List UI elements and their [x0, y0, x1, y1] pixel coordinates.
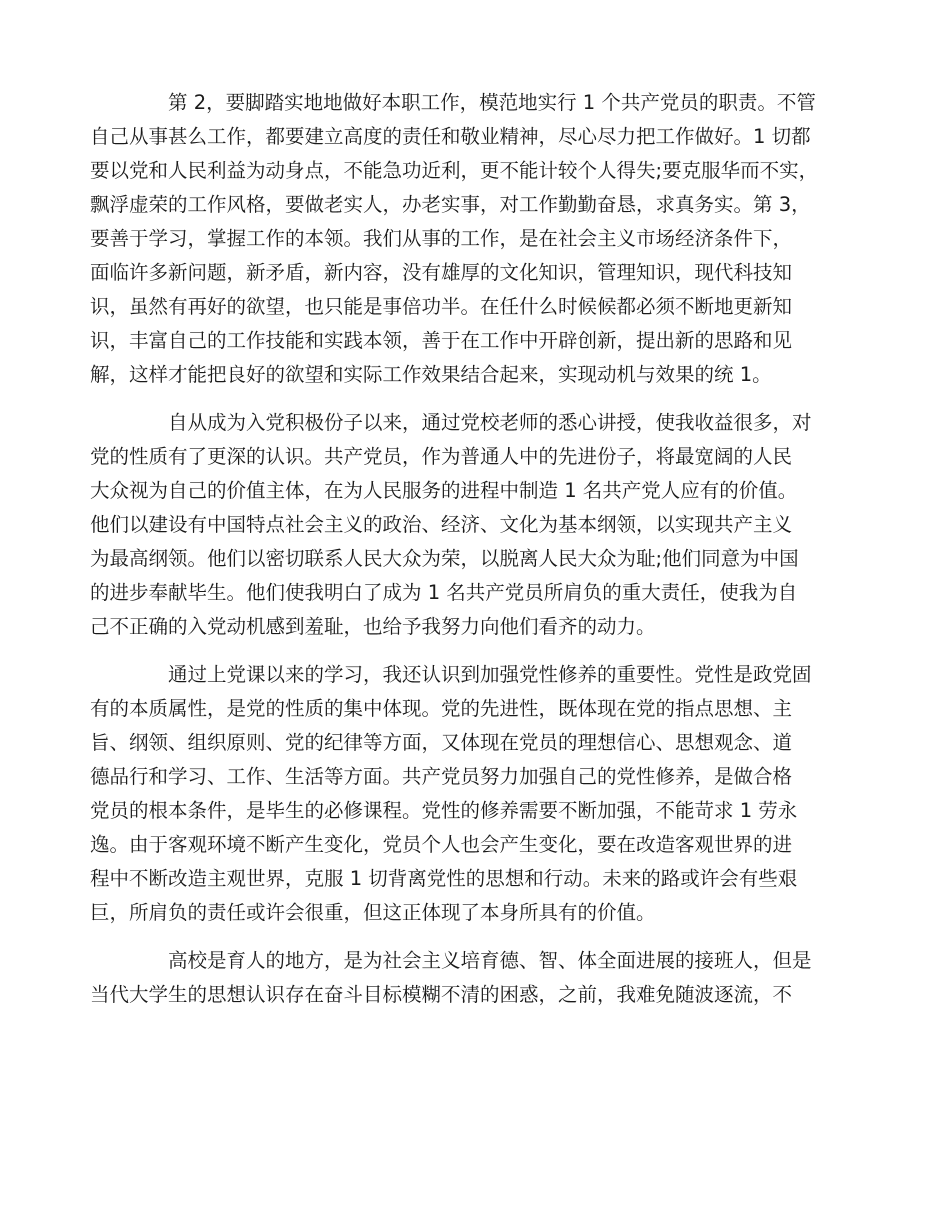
text-line: 大众视为自己的价值主体，在为人民服务的进程中制造 1 名共产党人应有的价值。 — [90, 479, 798, 502]
text-line: 第 2，要脚踏实地地做好本职工作，模范地实行 1 个共产党员的职责。不管 — [168, 91, 816, 114]
paragraph-4 — [90, 944, 862, 1012]
paragraph-2 — [90, 406, 862, 644]
text-line: 自己从事甚么工作，都要建立高度的责任和敬业精神，尽心尽力把工作做好。1 切都 — [90, 125, 811, 148]
text-line: 党的性质有了更深的认识。共产党员，作为普通人中的先进份子，将最宽阔的人民 — [90, 445, 793, 468]
text-line: 面临许多新问题，新矛盾，新内容，没有雄厚的文化知识，管理知识，现代科技知 — [90, 261, 793, 284]
text-line: 通过上党课以来的学习，我还认识到加强党性修养的重要性。党性是政党固 — [168, 663, 812, 686]
text-line: 高校是育人的地方，是为社会主义培育德、智、体全面进展的接班人，但是 — [168, 949, 812, 972]
text-line: 程中不断改造主观世界，克服 1 切背离党性的思想和行动。未来的路或许会有些艰 — [90, 867, 798, 890]
text-line: 要以党和人民利益为动身点，不能急功近利，更不能计较个人得失;要克服华而不实， — [90, 159, 819, 182]
text-line: 有的本质属性，是党的性质的集中体现。党的先进性，既体现在党的指点思想、主 — [90, 697, 793, 720]
text-line: 党员的根本条件，是毕生的必修课程。党性的修养需要不断加强，不能苛求 1 劳永 — [90, 799, 798, 822]
text-line: 要善于学习，掌握工作的本领。我们从事的工作，是在社会主义市场经济条件下， — [90, 227, 793, 250]
text-line: 识，丰富自己的工作技能和实践本领，善于在工作中开辟创新，提出新的思路和见 — [90, 329, 793, 352]
text-line: 逸。由于客观环境不断产生变化，党员个人也会产生变化，要在改造客观世界的进 — [90, 833, 793, 856]
paragraph-3 — [90, 658, 862, 930]
text-line: 当代大学生的思想认识存在奋斗目标模糊不清的困惑，之前，我难免随波逐流，不 — [90, 983, 793, 1006]
text-line: 解，这样才能把良好的欲望和实际工作效果结合起来，实现动机与效果的统 1。 — [90, 363, 772, 386]
text-line: 旨、纲领、组织原则、党的纪律等方面，又体现在党员的理想信心、思想观念、道 — [90, 731, 793, 754]
text-line: 德品行和学习、工作、生活等方面。共产党员努力加强自己的党性修养，是做合格 — [90, 765, 793, 788]
text-line: 飘浮虚荣的工作风格，要做老实人，办老实事，对工作勤勤奋恳，求真务实。第 3， — [90, 193, 811, 216]
text-line: 他们以建设有中国特点社会主义的政治、经济、文化为基本纲领，以实现共产主义 — [90, 513, 793, 536]
document-body — [90, 86, 862, 1026]
text-line: 巨，所肩负的责任或许会很重，但这正体现了本身所具有的价值。 — [90, 901, 656, 924]
text-line: 的进步奉献毕生。他们使我明白了成为 1 名共产党员所肩负的重大责任，使我为自 — [90, 581, 798, 604]
paragraph-1 — [90, 86, 862, 392]
text-line: 自从成为入党积极份子以来，通过党校老师的悉心讲授，使我收益很多，对 — [168, 411, 812, 434]
text-line: 识，虽然有再好的欲望，也只能是事倍功半。在任什么时候候都必须不断地更新知 — [90, 295, 793, 318]
text-line: 己不正确的入党动机感到羞耻，也给予我努力向他们看齐的动力。 — [90, 615, 656, 638]
text-line: 为最高纲领。他们以密切联系人民大众为荣，以脱离人民大众为耻;他们同意为中国 — [90, 547, 799, 570]
